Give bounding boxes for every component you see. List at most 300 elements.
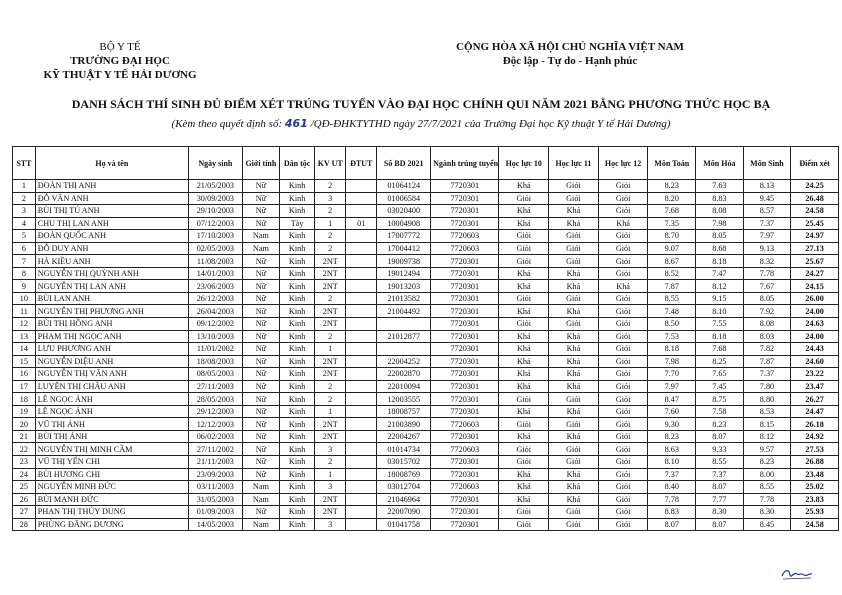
table-cell: 7720301 bbox=[431, 468, 499, 481]
table-cell: 8.30 bbox=[696, 506, 744, 519]
column-header: Dân tộc bbox=[280, 147, 315, 180]
table-cell: 2NT bbox=[315, 255, 346, 268]
table-cell: 7720301 bbox=[431, 192, 499, 205]
table-cell: Giỏi bbox=[499, 443, 549, 456]
table-cell: 25.67 bbox=[791, 255, 839, 268]
table-cell: 7.97 bbox=[648, 380, 696, 393]
table-cell: Nữ bbox=[242, 255, 279, 268]
table-cell: ĐỖ DUY ANH bbox=[35, 242, 188, 255]
table-cell: Giỏi bbox=[598, 393, 648, 406]
table-cell: 2 bbox=[315, 380, 346, 393]
table-cell: Nữ bbox=[242, 267, 279, 280]
table-cell: Khá bbox=[499, 180, 549, 193]
table-cell: 31/05/2003 bbox=[188, 493, 242, 506]
table-cell: 01006584 bbox=[377, 192, 431, 205]
table-cell: Giỏi bbox=[499, 393, 549, 406]
table-cell: Giỏi bbox=[549, 318, 599, 331]
column-header: Ngành trúng tuyển bbox=[431, 147, 499, 180]
table-cell: 2NT bbox=[315, 355, 346, 368]
ministry-name: BỘ Y TẾ bbox=[99, 41, 141, 53]
table-cell: 17/10/2003 bbox=[188, 230, 242, 243]
table-cell: Khá bbox=[499, 430, 549, 443]
table-cell: 24.15 bbox=[791, 280, 839, 293]
table-cell: 18/08/2003 bbox=[188, 355, 242, 368]
table-cell: 02/05/2003 bbox=[188, 242, 242, 255]
table-cell: Khá bbox=[549, 468, 599, 481]
table-cell: 4 bbox=[13, 217, 36, 230]
table-cell: NGUYỄN THỊ MINH CẦM bbox=[35, 443, 188, 456]
table-row bbox=[13, 267, 839, 280]
table-cell: 8.13 bbox=[743, 180, 791, 193]
table-cell: 8.75 bbox=[696, 393, 744, 406]
table-cell: 8.52 bbox=[648, 267, 696, 280]
table-cell: 24.60 bbox=[791, 355, 839, 368]
subtitle-prefix: (Kèm theo quyết định số: bbox=[171, 118, 285, 130]
table-cell: Kinh bbox=[280, 305, 315, 318]
table-row bbox=[13, 380, 839, 393]
table-cell: Nữ bbox=[242, 330, 279, 343]
table-cell: Giỏi bbox=[598, 430, 648, 443]
table-cell: 7.70 bbox=[648, 368, 696, 381]
table-cell: Khá bbox=[499, 280, 549, 293]
table-cell: 22002870 bbox=[377, 368, 431, 381]
table-cell: 03020400 bbox=[377, 205, 431, 218]
table-cell: 21 bbox=[13, 430, 36, 443]
table-cell bbox=[346, 518, 377, 531]
table-cell bbox=[346, 405, 377, 418]
table-cell: 26.18 bbox=[791, 418, 839, 431]
table-cell: 01/09/2003 bbox=[188, 506, 242, 519]
table-cell: 19013203 bbox=[377, 280, 431, 293]
table-cell: Nữ bbox=[242, 292, 279, 305]
table-cell bbox=[346, 481, 377, 494]
table-cell: 7.78 bbox=[743, 267, 791, 280]
table-cell: 2 bbox=[315, 393, 346, 406]
table-cell: 7720301 bbox=[431, 393, 499, 406]
table-cell: LÊ NGỌC ÁNH bbox=[35, 393, 188, 406]
table-cell: Giỏi bbox=[598, 368, 648, 381]
table-cell: 2NT bbox=[315, 267, 346, 280]
table-cell: NGUYỄN THỊ QUỲNH ANH bbox=[35, 267, 188, 280]
table-cell: Khá bbox=[549, 493, 599, 506]
column-header: Họ và tên bbox=[35, 147, 188, 180]
table-cell bbox=[346, 418, 377, 431]
table-cell: 2NT bbox=[315, 368, 346, 381]
table-cell: 1 bbox=[315, 217, 346, 230]
table-cell: 23.47 bbox=[791, 380, 839, 393]
table-cell: Giỏi bbox=[499, 255, 549, 268]
motto: Độc lập - Tự do - Hạnh phúc bbox=[502, 55, 638, 67]
table-cell: 3 bbox=[315, 192, 346, 205]
table-cell: 26.27 bbox=[791, 393, 839, 406]
table-cell: 8.63 bbox=[648, 443, 696, 456]
table-cell: Giỏi bbox=[598, 318, 648, 331]
table-cell: Nữ bbox=[242, 405, 279, 418]
table-cell: 2 bbox=[315, 456, 346, 469]
table-cell: Khá bbox=[549, 305, 599, 318]
table-cell: Giỏi bbox=[549, 192, 599, 205]
table-cell: 7720301 bbox=[431, 267, 499, 280]
table-cell: 7720301 bbox=[431, 355, 499, 368]
table-cell: Khá bbox=[549, 405, 599, 418]
table-cell: 8.67 bbox=[648, 255, 696, 268]
table-cell: 2NT bbox=[315, 280, 346, 293]
table-cell: Kinh bbox=[280, 456, 315, 469]
table-cell: BÙI THỊ ÁNH bbox=[35, 430, 188, 443]
table-cell: 12/12/2003 bbox=[188, 418, 242, 431]
table-cell: CHU THỊ LAN ANH bbox=[35, 217, 188, 230]
table-cell: 7.63 bbox=[696, 180, 744, 193]
table-cell: Nữ bbox=[242, 393, 279, 406]
table-cell: 8.00 bbox=[743, 468, 791, 481]
table-cell: 9.45 bbox=[743, 192, 791, 205]
table-cell: 9.57 bbox=[743, 443, 791, 456]
table-cell bbox=[377, 318, 431, 331]
table-cell: 7720301 bbox=[431, 292, 499, 305]
table-cell: Giỏi bbox=[598, 305, 648, 318]
table-cell: Nữ bbox=[242, 506, 279, 519]
table-cell: 7.37 bbox=[648, 468, 696, 481]
issuer-block bbox=[30, 40, 210, 82]
table-cell: 27.53 bbox=[791, 443, 839, 456]
table-cell: Giỏi bbox=[598, 267, 648, 280]
table-body bbox=[13, 180, 839, 531]
table-cell: 21046964 bbox=[377, 493, 431, 506]
table-cell bbox=[346, 443, 377, 456]
table-cell: Kinh bbox=[280, 493, 315, 506]
table-cell: 1 bbox=[315, 343, 346, 356]
table-cell: Giỏi bbox=[499, 418, 549, 431]
table-cell: 26 bbox=[13, 493, 36, 506]
table-cell: 7720301 bbox=[431, 305, 499, 318]
table-row bbox=[13, 180, 839, 193]
table-cell: 15 bbox=[13, 355, 36, 368]
table-cell: 2NT bbox=[315, 418, 346, 431]
table-cell: Giỏi bbox=[499, 506, 549, 519]
table-cell: 2 bbox=[315, 242, 346, 255]
table-cell: 8.10 bbox=[648, 456, 696, 469]
table-cell: 2 bbox=[13, 192, 36, 205]
table-cell: 14/01/2003 bbox=[188, 267, 242, 280]
table-cell: 14/05/2003 bbox=[188, 518, 242, 531]
table-cell: 2NT bbox=[315, 493, 346, 506]
table-cell bbox=[346, 393, 377, 406]
table-cell: Khá bbox=[549, 430, 599, 443]
table-cell: 25.02 bbox=[791, 481, 839, 494]
table-cell: 8.08 bbox=[696, 205, 744, 218]
table-cell: 23.48 bbox=[791, 468, 839, 481]
table-cell: 2 bbox=[315, 205, 346, 218]
table-cell: Giỏi bbox=[499, 456, 549, 469]
table-cell: Nam bbox=[242, 481, 279, 494]
table-cell: 8.45 bbox=[743, 518, 791, 531]
table-cell: 24.58 bbox=[791, 518, 839, 531]
table-cell: 8.12 bbox=[696, 280, 744, 293]
table-cell bbox=[346, 380, 377, 393]
table-cell bbox=[346, 292, 377, 305]
table-cell: 8.08 bbox=[743, 318, 791, 331]
table-cell: Kinh bbox=[280, 330, 315, 343]
table-cell: 28 bbox=[13, 518, 36, 531]
table-cell: Kinh bbox=[280, 242, 315, 255]
table-cell: Kinh bbox=[280, 192, 315, 205]
table-cell: VŨ THỊ ÁNH bbox=[35, 418, 188, 431]
table-cell: BÙI MẠNH ĐỨC bbox=[35, 493, 188, 506]
table-header-row bbox=[13, 147, 839, 180]
table-cell bbox=[346, 318, 377, 331]
table-cell: 24 bbox=[13, 468, 36, 481]
table-cell: Khá bbox=[499, 217, 549, 230]
table-cell: 3 bbox=[315, 443, 346, 456]
table-cell: 7720301 bbox=[431, 255, 499, 268]
table-cell: Giỏi bbox=[598, 230, 648, 243]
table-cell: VŨ THỊ YẾN CHI bbox=[35, 456, 188, 469]
table-cell bbox=[346, 230, 377, 243]
table-row bbox=[13, 506, 839, 519]
column-header: Môn Hóa bbox=[696, 147, 744, 180]
table-cell: 7.98 bbox=[648, 355, 696, 368]
table-cell: 01014734 bbox=[377, 443, 431, 456]
table-cell: 7720301 bbox=[431, 405, 499, 418]
table-cell: 2NT bbox=[315, 305, 346, 318]
table-cell: Giỏi bbox=[499, 242, 549, 255]
table-cell: Khá bbox=[499, 355, 549, 368]
table-cell: 24.58 bbox=[791, 205, 839, 218]
table-cell: Giỏi bbox=[598, 443, 648, 456]
column-header: STT bbox=[13, 147, 36, 180]
table-cell: 8.57 bbox=[743, 205, 791, 218]
column-header: Điểm xét bbox=[791, 147, 839, 180]
table-cell: Khá bbox=[549, 481, 599, 494]
table-cell: 27/11/2003 bbox=[188, 380, 242, 393]
table-cell: Giỏi bbox=[598, 456, 648, 469]
table-cell: 7.53 bbox=[648, 330, 696, 343]
table-cell: Nam bbox=[242, 518, 279, 531]
table-cell: Giỏi bbox=[549, 242, 599, 255]
table-cell bbox=[346, 180, 377, 193]
table-cell: 8.07 bbox=[696, 430, 744, 443]
table-cell: 7.67 bbox=[743, 280, 791, 293]
table-cell: 24.63 bbox=[791, 318, 839, 331]
table-cell: 3 bbox=[13, 205, 36, 218]
table-cell: Khá bbox=[598, 280, 648, 293]
table-cell: 8.18 bbox=[696, 255, 744, 268]
table-cell: Nữ bbox=[242, 468, 279, 481]
table-cell: Khá bbox=[499, 468, 549, 481]
table-cell: Kinh bbox=[280, 267, 315, 280]
table-cell: Kinh bbox=[280, 443, 315, 456]
table-cell: 7720301 bbox=[431, 380, 499, 393]
table-cell: 03015702 bbox=[377, 456, 431, 469]
table-cell: Nữ bbox=[242, 305, 279, 318]
table-cell: Giỏi bbox=[549, 393, 599, 406]
table-cell: 8.83 bbox=[648, 506, 696, 519]
column-header: Môn Sinh bbox=[743, 147, 791, 180]
table-cell: 03/11/2003 bbox=[188, 481, 242, 494]
table-cell: Nữ bbox=[242, 205, 279, 218]
table-cell: Nam bbox=[242, 242, 279, 255]
table-cell: Khá bbox=[598, 217, 648, 230]
table-cell: Khá bbox=[499, 267, 549, 280]
table-cell: 25.45 bbox=[791, 217, 839, 230]
table-cell: Giỏi bbox=[598, 180, 648, 193]
table-cell: 29/12/2003 bbox=[188, 405, 242, 418]
table-cell: Kinh bbox=[280, 292, 315, 305]
table-cell: LƯU PHƯƠNG ANH bbox=[35, 343, 188, 356]
table-cell: 7 bbox=[13, 255, 36, 268]
table-cell: Nữ bbox=[242, 343, 279, 356]
table-cell bbox=[377, 343, 431, 356]
table-cell: Khá bbox=[499, 205, 549, 218]
table-row bbox=[13, 368, 839, 381]
table-cell: 8.55 bbox=[696, 456, 744, 469]
table-cell: 7720301 bbox=[431, 205, 499, 218]
table-cell: Kinh bbox=[280, 405, 315, 418]
table-cell: Khá bbox=[499, 405, 549, 418]
table-row bbox=[13, 418, 839, 431]
table-cell: 8.07 bbox=[696, 518, 744, 531]
table-cell: 7.60 bbox=[648, 405, 696, 418]
table-cell: 8.23 bbox=[648, 430, 696, 443]
table-cell: 30/09/2003 bbox=[188, 192, 242, 205]
table-cell: Giỏi bbox=[598, 330, 648, 343]
table-row bbox=[13, 355, 839, 368]
table-cell: 21004492 bbox=[377, 305, 431, 318]
table-cell: Khá bbox=[549, 355, 599, 368]
table-cell: Kinh bbox=[280, 430, 315, 443]
table-cell: 8.23 bbox=[743, 456, 791, 469]
table-cell: 17004412 bbox=[377, 242, 431, 255]
table-cell: Giỏi bbox=[598, 292, 648, 305]
table-cell: Giỏi bbox=[549, 456, 599, 469]
table-cell: Nữ bbox=[242, 443, 279, 456]
table-cell: 3 bbox=[315, 518, 346, 531]
table-cell: 7720301 bbox=[431, 368, 499, 381]
table-cell: 7.35 bbox=[648, 217, 696, 230]
table-cell: Giỏi bbox=[598, 481, 648, 494]
table-cell: 8.80 bbox=[743, 393, 791, 406]
table-cell: 9.07 bbox=[648, 242, 696, 255]
table-cell: 8.07 bbox=[648, 518, 696, 531]
table-cell bbox=[346, 343, 377, 356]
document-subtitle bbox=[0, 117, 842, 130]
table-cell: Giỏi bbox=[549, 506, 599, 519]
table-cell: 22010094 bbox=[377, 380, 431, 393]
column-header: ĐTUT bbox=[346, 147, 377, 180]
table-cell: BÙI THỊ HỒNG ANH bbox=[35, 318, 188, 331]
table-cell: Kinh bbox=[280, 255, 315, 268]
table-cell: Giỏi bbox=[549, 443, 599, 456]
table-cell: Kinh bbox=[280, 481, 315, 494]
table-cell: 2 bbox=[315, 230, 346, 243]
table-cell: 7720301 bbox=[431, 430, 499, 443]
table-cell: Khá bbox=[499, 305, 549, 318]
table-cell: 7.37 bbox=[743, 368, 791, 381]
table-cell: Kinh bbox=[280, 205, 315, 218]
table-cell: 21/05/2003 bbox=[188, 180, 242, 193]
table-cell: 22 bbox=[13, 443, 36, 456]
table-cell: NGUYỄN THỊ VÂN ANH bbox=[35, 368, 188, 381]
table-cell: 9.15 bbox=[696, 292, 744, 305]
table-cell: Giỏi bbox=[549, 292, 599, 305]
table-cell: LUYỆN THỊ CHÂU ANH bbox=[35, 380, 188, 393]
table-row bbox=[13, 230, 839, 243]
school-name-line1: TRƯỜNG ĐẠI HỌC bbox=[70, 55, 170, 67]
column-header: KV UT bbox=[315, 147, 346, 180]
table-cell: Giỏi bbox=[598, 205, 648, 218]
table-cell bbox=[346, 205, 377, 218]
table-cell: 26.00 bbox=[791, 292, 839, 305]
table-row bbox=[13, 405, 839, 418]
country-name: CỘNG HÒA XÃ HỘI CHỦ NGHĨA VIỆT NAM bbox=[456, 41, 684, 53]
table-cell: 2NT bbox=[315, 430, 346, 443]
table-cell: 7.87 bbox=[648, 280, 696, 293]
table-cell: 01064124 bbox=[377, 180, 431, 193]
table-cell bbox=[346, 267, 377, 280]
table-cell: Nữ bbox=[242, 180, 279, 193]
table-cell: 8.68 bbox=[696, 242, 744, 255]
table-cell: 7.68 bbox=[648, 205, 696, 218]
table-cell: 12 bbox=[13, 318, 36, 331]
table-cell bbox=[346, 330, 377, 343]
table-cell: 5 bbox=[13, 230, 36, 243]
table-cell bbox=[346, 456, 377, 469]
table-cell: 6 bbox=[13, 242, 36, 255]
table-cell: Khá bbox=[499, 368, 549, 381]
table-cell: 7720603 bbox=[431, 242, 499, 255]
table-cell: Giỏi bbox=[598, 405, 648, 418]
table-cell: Giỏi bbox=[598, 380, 648, 393]
column-header: Học lực 12 bbox=[598, 147, 648, 180]
table-cell: 7.78 bbox=[743, 493, 791, 506]
table-cell: 28/05/2003 bbox=[188, 393, 242, 406]
table-cell: 8.53 bbox=[743, 405, 791, 418]
subtitle-suffix: /QĐ-ĐHKTYTHD ngày 27/7/2021 của Trường Đại học Kỹ thuật Y tế Hải Dương) bbox=[307, 118, 671, 130]
table-cell: Giỏi bbox=[598, 242, 648, 255]
table-cell: Khá bbox=[549, 280, 599, 293]
table-cell: 7720301 bbox=[431, 180, 499, 193]
table-cell: 01041758 bbox=[377, 518, 431, 531]
table-cell: 8.25 bbox=[696, 355, 744, 368]
column-header: Môn Toán bbox=[648, 147, 696, 180]
table-cell: 7720301 bbox=[431, 518, 499, 531]
table-cell: 2 bbox=[315, 180, 346, 193]
table-cell: 21003890 bbox=[377, 418, 431, 431]
table-cell: 7720301 bbox=[431, 493, 499, 506]
table-cell: Nữ bbox=[242, 430, 279, 443]
table-cell: Giỏi bbox=[598, 343, 648, 356]
table-cell: Khá bbox=[549, 368, 599, 381]
table-row bbox=[13, 192, 839, 205]
table-cell: Nữ bbox=[242, 418, 279, 431]
table-cell: 22004252 bbox=[377, 355, 431, 368]
table-cell bbox=[346, 192, 377, 205]
table-cell: 7.48 bbox=[648, 305, 696, 318]
table-cell: Giỏi bbox=[598, 493, 648, 506]
table-cell: Kinh bbox=[280, 393, 315, 406]
table-cell: Nữ bbox=[242, 355, 279, 368]
table-cell: LÊ NGỌC ÁNH bbox=[35, 405, 188, 418]
table-cell: Giỏi bbox=[499, 192, 549, 205]
table-cell: 2 bbox=[315, 292, 346, 305]
document-title: DANH SÁCH THÍ SINH ĐỦ ĐIỂM XÉT TRÚNG TUYỂN VÀO ĐẠI HỌC CHÍNH QUI NĂM 2021 BẰNG PHƯƠNG THỨC HỌC BẠ bbox=[71, 97, 771, 111]
table-cell: Giỏi bbox=[598, 255, 648, 268]
table-cell: 8.18 bbox=[648, 343, 696, 356]
table-cell bbox=[346, 506, 377, 519]
table-cell: 9.30 bbox=[648, 418, 696, 431]
table-cell: 7720301 bbox=[431, 330, 499, 343]
table-cell: Khá bbox=[549, 330, 599, 343]
